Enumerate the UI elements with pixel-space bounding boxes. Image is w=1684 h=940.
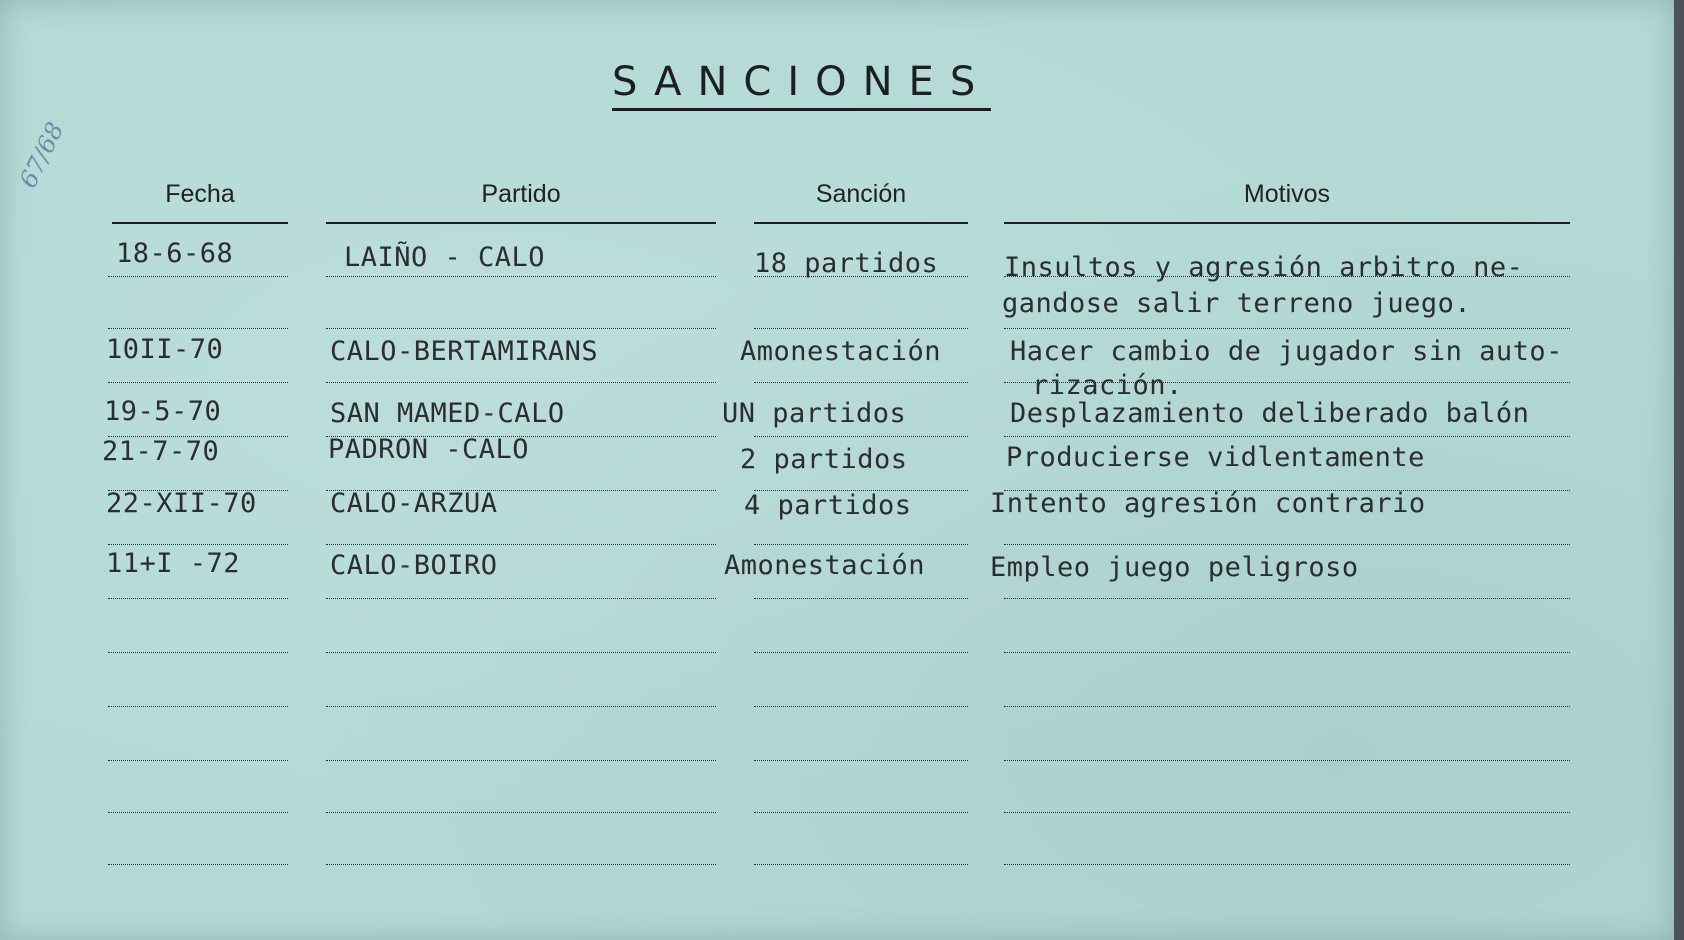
ruled-line <box>326 598 716 599</box>
ruled-line <box>108 382 288 383</box>
ruled-line <box>1004 812 1570 813</box>
ruled-line <box>326 544 716 545</box>
row-partido: CALO-BERTAMIRANS <box>330 336 599 367</box>
ruled-line <box>1004 436 1570 437</box>
ruled-line <box>108 864 288 865</box>
card-title: SANCIONES <box>612 60 991 111</box>
ruled-line <box>1004 652 1570 653</box>
header-rule <box>326 222 716 224</box>
ruled-line <box>754 598 968 599</box>
row-motivo-line: rización. <box>1032 370 1183 401</box>
header-rule <box>754 222 968 224</box>
row-motivo-line: gandose salir terreno juego. <box>1002 288 1472 319</box>
row-fecha: 11+I -72 <box>106 548 241 579</box>
row-fecha: 22-XII-70 <box>106 488 257 519</box>
ruled-line <box>1004 544 1570 545</box>
ruled-line <box>1004 706 1570 707</box>
header-fecha: Fecha <box>165 180 235 208</box>
ruled-line <box>326 652 716 653</box>
row-fecha: 21-7-70 <box>102 436 220 467</box>
ruled-line <box>108 544 288 545</box>
ruled-line <box>754 760 968 761</box>
ruled-line <box>108 328 288 329</box>
ruled-line <box>326 276 716 277</box>
header-sancion: Sanción <box>815 180 907 208</box>
ruled-line <box>108 652 288 653</box>
ruled-line <box>326 382 716 383</box>
header-motivos: Motivos <box>1243 180 1331 208</box>
row-partido: PADRON -CALO <box>328 434 530 465</box>
ruled-line <box>326 760 716 761</box>
row-sancion: Amonestación <box>724 550 926 581</box>
ruled-line <box>108 760 288 761</box>
row-partido: CALO-ARZUA <box>330 488 498 519</box>
ruled-line <box>1004 598 1570 599</box>
ruled-line <box>754 706 968 707</box>
header-partido: Partido <box>481 180 561 208</box>
ruled-line <box>326 812 716 813</box>
header-rule <box>1004 222 1570 224</box>
ruled-line <box>754 812 968 813</box>
ruled-line <box>1004 864 1570 865</box>
row-sancion: UN partidos <box>722 398 907 429</box>
margin-note: 67/68 <box>14 117 70 193</box>
header-rule <box>112 222 288 224</box>
ruled-line <box>326 706 716 707</box>
ruled-line <box>326 864 716 865</box>
ruled-line <box>754 652 968 653</box>
ruled-line <box>1004 760 1570 761</box>
row-sancion: 2 partidos <box>740 444 908 475</box>
row-partido: CALO-BOIRO <box>330 550 498 581</box>
ruled-line <box>754 436 968 437</box>
ruled-line <box>754 864 968 865</box>
ruled-line <box>754 328 968 329</box>
ruled-line <box>108 812 288 813</box>
row-partido: SAN MAMED-CALO <box>330 398 565 429</box>
row-motivo-line: Intento agresión contrario <box>990 488 1426 519</box>
ruled-line <box>754 382 968 383</box>
row-motivo-line: Desplazamiento deliberado balón <box>1010 398 1530 429</box>
row-motivo-line: Empleo juego peligroso <box>990 552 1359 583</box>
row-motivo-line: Insultos y agresión arbitro ne- <box>1004 252 1524 283</box>
ruled-line <box>1004 328 1570 329</box>
row-fecha: 18-6-68 <box>116 238 234 269</box>
row-sancion: 4 partidos <box>744 490 912 521</box>
row-motivo-line: Producierse vidlentamente <box>1006 442 1425 473</box>
ruled-line <box>754 544 968 545</box>
row-fecha: 19-5-70 <box>104 396 222 427</box>
row-fecha: 10II-70 <box>106 334 224 365</box>
ruled-line <box>326 328 716 329</box>
ruled-line <box>108 276 288 277</box>
ruled-line <box>108 706 288 707</box>
row-sancion: Amonestación <box>740 336 942 367</box>
row-partido: LAIÑO - CALO <box>344 242 546 273</box>
row-motivo-line: Hacer cambio de jugador sin auto- <box>1010 336 1563 367</box>
ruled-line <box>108 598 288 599</box>
row-sancion: 18 partidos <box>754 248 939 279</box>
